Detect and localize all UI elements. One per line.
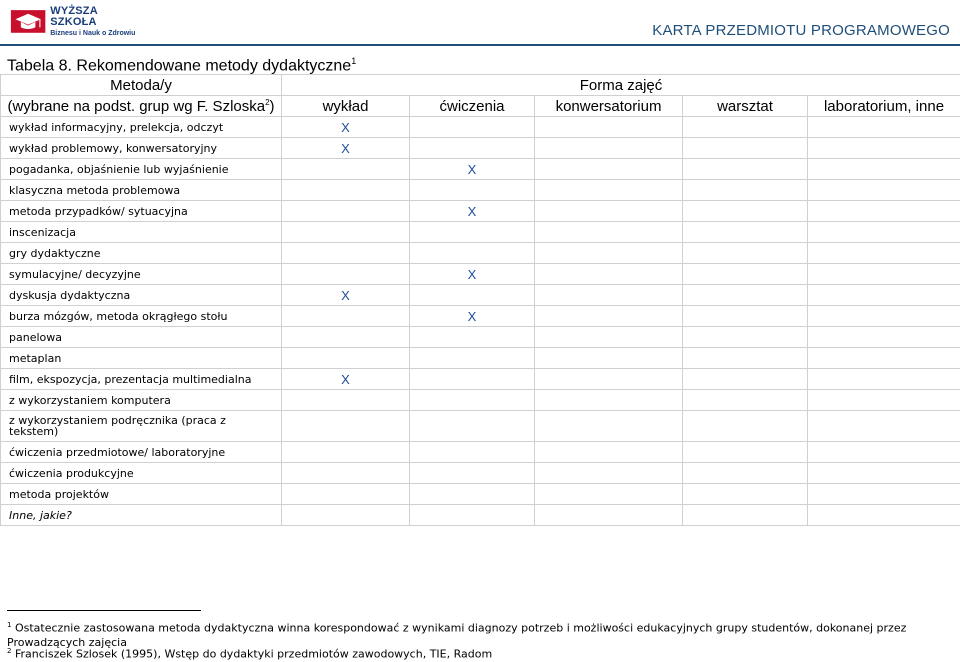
table-row: [1, 243, 960, 264]
table-row: [1, 463, 960, 484]
mark-cell: X: [282, 369, 410, 390]
mark-cell: [410, 285, 535, 306]
mark-cell: [808, 285, 960, 306]
mark-cell: [808, 390, 960, 411]
footnote-separator: [7, 610, 201, 611]
mark-cell: X: [282, 138, 410, 159]
mark-cell: [808, 442, 960, 463]
table-row: [1, 138, 960, 159]
column-header: wykład: [282, 96, 410, 117]
table-row: [1, 180, 960, 201]
method-header-close: ): [270, 98, 275, 115]
method-header-cell-2: [1, 96, 282, 117]
mark-cell: X: [282, 285, 410, 306]
method-cell: inscenizacja: [1, 222, 282, 243]
method-header-footnote-ref: 2: [265, 98, 269, 107]
mark-cell: [683, 180, 808, 201]
logo-school-subtitle: Biznesu i Nauk o Zdrowiu: [50, 30, 138, 37]
method-cell: klasyczna metoda problemowa: [1, 180, 282, 201]
method-cell: panelowa: [1, 327, 282, 348]
mark-cell: [808, 327, 960, 348]
school-logo: [10, 6, 138, 36]
mark-cell: X: [410, 264, 535, 285]
mark-cell: [410, 243, 535, 264]
mark-cell: [282, 264, 410, 285]
method-cell: z wykorzystaniem komputera: [1, 390, 282, 411]
mark-cell: [683, 411, 808, 442]
method-header-line1: Metoda/y: [110, 77, 172, 94]
method-cell: metoda przypadków/ sytuacyjna: [1, 201, 282, 222]
method-cell: ćwiczenia przedmiotowe/ laboratoryjne: [1, 442, 282, 463]
teaching-methods-table: [0, 74, 960, 526]
mark-cell: [535, 159, 683, 180]
mark-cell: [808, 306, 960, 327]
mark-cell: [410, 138, 535, 159]
mark-cell: [282, 463, 410, 484]
mark-cell: [683, 285, 808, 306]
table-row: [1, 201, 960, 222]
method-cell: burza mózgów, metoda okrągłego stołu: [1, 306, 282, 327]
mark-cell: [535, 306, 683, 327]
mark-cell: [282, 390, 410, 411]
mark-cell: [808, 411, 960, 442]
mark-cell: [683, 201, 808, 222]
mark-cell: [410, 117, 535, 138]
footnote-2: [7, 644, 955, 662]
mark-cell: [808, 369, 960, 390]
mark-cell: [808, 222, 960, 243]
mark-cell: [282, 180, 410, 201]
mark-cell: [535, 369, 683, 390]
footnote-1-text: Ostatecznie zastosowana metoda dydaktyczna winna korespondować z wynikami diagnozy potrzeb i możliwości edukacyjnych grupy studentów, dokonanej przez Prowadzących zajęcia: [7, 622, 906, 649]
mark-cell: [410, 327, 535, 348]
footnote-1-ref: 1: [7, 621, 11, 629]
mark-cell: [683, 484, 808, 505]
mark-cell: [535, 222, 683, 243]
method-cell: metaplan: [1, 348, 282, 369]
mark-cell: [683, 390, 808, 411]
table-row: [1, 411, 960, 442]
mark-cell: [683, 117, 808, 138]
column-header: laboratorium, inne: [808, 96, 960, 117]
column-header: konwersatorium: [535, 96, 683, 117]
mark-cell: [808, 264, 960, 285]
column-header: warsztat: [683, 96, 808, 117]
mark-cell: X: [410, 201, 535, 222]
mark-cell: [535, 463, 683, 484]
mark-cell: [535, 180, 683, 201]
mark-cell: [282, 201, 410, 222]
table-row: [1, 159, 960, 180]
mark-cell: [808, 180, 960, 201]
table-header-row-2: [1, 96, 960, 117]
table-row: [1, 369, 960, 390]
footnote-2-ref: 2: [7, 647, 11, 655]
table-caption: [7, 56, 356, 75]
mark-cell: [535, 442, 683, 463]
mark-cell: [410, 369, 535, 390]
footnote-2-text: Franciszek Szlosek (1995), Wstęp do dydaktyki przedmiotów zawodowych, TIE, Radom: [15, 648, 492, 661]
table-row: [1, 117, 960, 138]
mark-cell: [808, 348, 960, 369]
method-header-cell: [1, 75, 282, 96]
mark-cell: [282, 411, 410, 442]
mark-cell: X: [410, 159, 535, 180]
mark-cell: [535, 117, 683, 138]
mark-cell: [808, 484, 960, 505]
table-row: [1, 327, 960, 348]
table-row: [1, 442, 960, 463]
graduation-cap-logo-icon: [10, 6, 46, 36]
method-header-line2: (wybrane na podst. grup wg F. Szloska: [7, 98, 265, 115]
mark-cell: [282, 306, 410, 327]
mark-cell: [535, 327, 683, 348]
method-cell: wykład problemowy, konwersatoryjny: [1, 138, 282, 159]
mark-cell: [410, 442, 535, 463]
table-header-row-1: [1, 75, 960, 96]
column-header: ćwiczenia: [410, 96, 535, 117]
table-row: [1, 505, 960, 526]
forma-zajec-label: Forma zajęć: [580, 77, 663, 94]
mark-cell: [683, 348, 808, 369]
forma-zajec-header: [282, 75, 960, 96]
table-row: [1, 264, 960, 285]
table-row: [1, 348, 960, 369]
method-cell: gry dydaktyczne: [1, 243, 282, 264]
mark-cell: [683, 222, 808, 243]
mark-cell: [535, 201, 683, 222]
table-row: [1, 390, 960, 411]
mark-cell: [282, 327, 410, 348]
mark-cell: [410, 505, 535, 526]
mark-cell: X: [282, 117, 410, 138]
mark-cell: [282, 484, 410, 505]
mark-cell: [282, 348, 410, 369]
mark-cell: [808, 117, 960, 138]
mark-cell: [808, 201, 960, 222]
mark-cell: [535, 390, 683, 411]
mark-cell: [683, 264, 808, 285]
mark-cell: [410, 463, 535, 484]
logo-school-name: WYŻSZA SZKOŁA: [50, 6, 138, 28]
method-cell: dyskusja dydaktyczna: [1, 285, 282, 306]
document-title: KARTA PRZEDMIOTU PROGRAMOWEGO: [652, 22, 950, 39]
method-cell: film, ekspozycja, prezentacja multimedialna: [1, 369, 282, 390]
mark-cell: [683, 327, 808, 348]
mark-cell: [683, 306, 808, 327]
mark-cell: [808, 159, 960, 180]
mark-cell: X: [410, 306, 535, 327]
mark-cell: [282, 222, 410, 243]
mark-cell: [535, 285, 683, 306]
table-caption-text: Tabela 8. Rekomendowane metody dydaktyczne: [7, 57, 351, 74]
table-caption-footnote-ref: 1: [351, 56, 356, 66]
method-cell: pogadanka, objaśnienie lub wyjaśnienie: [1, 159, 282, 180]
mark-cell: [535, 484, 683, 505]
method-cell: ćwiczenia produkcyjne: [1, 463, 282, 484]
table-row: [1, 484, 960, 505]
mark-cell: [410, 390, 535, 411]
mark-cell: [683, 505, 808, 526]
header-divider: [0, 44, 960, 46]
table-row: [1, 222, 960, 243]
mark-cell: [683, 138, 808, 159]
mark-cell: [282, 505, 410, 526]
method-cell: metoda projektów: [1, 484, 282, 505]
mark-cell: [410, 484, 535, 505]
mark-cell: [808, 505, 960, 526]
mark-cell: [683, 369, 808, 390]
mark-cell: [808, 463, 960, 484]
mark-cell: [535, 348, 683, 369]
method-cell: symulacyjne/ decyzyjne: [1, 264, 282, 285]
method-cell: z wykorzystaniem podręcznika (praca z tekstem): [1, 411, 282, 442]
mark-cell: [410, 222, 535, 243]
mark-cell: [410, 411, 535, 442]
mark-cell: [683, 243, 808, 264]
mark-cell: [683, 442, 808, 463]
method-cell: wykład informacyjny, prelekcja, odczyt: [1, 117, 282, 138]
method-cell: Inne, jakie?: [1, 505, 282, 526]
mark-cell: [410, 180, 535, 201]
mark-cell: [683, 463, 808, 484]
mark-cell: [282, 442, 410, 463]
mark-cell: [535, 505, 683, 526]
mark-cell: [808, 243, 960, 264]
mark-cell: [535, 243, 683, 264]
mark-cell: [282, 159, 410, 180]
mark-cell: [535, 264, 683, 285]
mark-cell: [410, 348, 535, 369]
mark-cell: [282, 243, 410, 264]
table-row: [1, 306, 960, 327]
mark-cell: [535, 138, 683, 159]
mark-cell: [808, 138, 960, 159]
table-row: [1, 285, 960, 306]
mark-cell: [535, 411, 683, 442]
mark-cell: [683, 159, 808, 180]
